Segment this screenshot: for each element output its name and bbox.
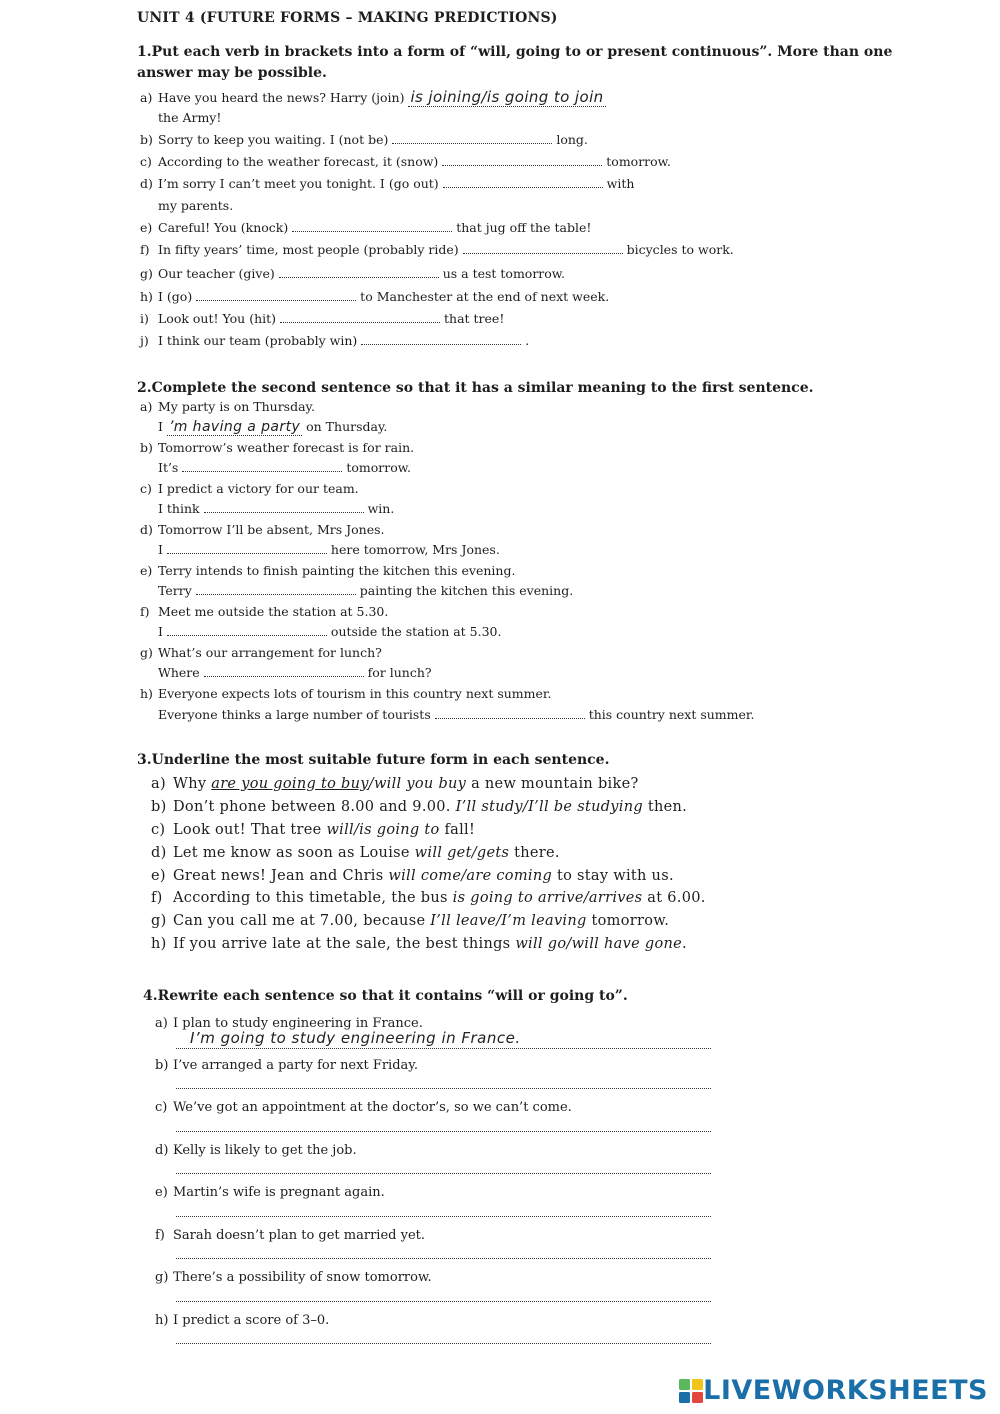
- ex3-option-d1[interactable]: will get: [414, 845, 472, 861]
- ex3-item-g: g) Can you call me at 7.00, because I’ll leave/I’m leaving tomorrow.: [151, 913, 670, 929]
- ex2-item-d-first: d) Tomorrow I’ll be absent, Mrs Jones.: [140, 522, 385, 537]
- ex3-option-d2[interactable]: gets: [476, 845, 510, 861]
- ex4-item-a: a) I plan to study engineering in France.: [155, 1016, 423, 1031]
- ex2-item-a-first: a) My party is on Thursday.: [140, 399, 315, 414]
- ex1-item-d: d) I’m sorry I can’t meet you tonight. I (go out) with: [140, 176, 635, 191]
- ex1-item-e: e) Careful! You (knock) that jug off the table!: [140, 220, 592, 235]
- ex1-heading-line1: 1.Put each verb in brackets into a form of “will, going to or present continuous”. More than one: [137, 44, 893, 60]
- ex3-item-f: f) According to this timetable, the bus is going to arrive/arrives at 6.00.: [151, 890, 706, 906]
- ex2-blank-d[interactable]: [167, 552, 327, 554]
- ex2-item-e-second: Terry painting the kitchen this evening.: [158, 583, 574, 598]
- ex1-blank-h[interactable]: [196, 299, 356, 301]
- ex2-blank-f[interactable]: [167, 634, 327, 636]
- ex3-option-b2[interactable]: I’ll be studying: [528, 799, 643, 815]
- ex3-option-b1[interactable]: I’ll study: [455, 799, 523, 815]
- ex2-heading: 2.Complete the second sentence so that it has a similar meaning to the first sentence.: [137, 380, 814, 396]
- ex3-item-a: a) Why are you going to buy/will you buy a new mountain bike?: [151, 776, 639, 792]
- ex3-option-e2[interactable]: are coming: [466, 868, 553, 884]
- ex2-item-a-second: I ’m having a party on Thursday.: [158, 419, 388, 435]
- ex4-item-e: e) Martin’s wife is pregnant again.: [155, 1185, 385, 1200]
- ex3-item-b: b) Don’t phone between 8.00 and 9.00. I’ll study/I’ll be studying then.: [151, 799, 688, 815]
- ex1-item-a-cont: the Army!: [158, 110, 222, 125]
- ex4-item-h: h) I predict a score of 3–0.: [155, 1313, 330, 1328]
- ex2-answer-a[interactable]: ’m having a party: [168, 419, 301, 435]
- ex2-item-h-second: Everyone thinks a large number of tourists this country next summer.: [158, 707, 755, 722]
- ex4-item-b: b) I’ve arranged a party for next Friday.: [155, 1058, 419, 1073]
- ex3-option-h1[interactable]: will go: [515, 936, 567, 952]
- ex2-item-g-second: Where for lunch?: [158, 665, 432, 680]
- ex2-item-h-first: h) Everyone expects lots of tourism in this country next summer.: [140, 686, 552, 701]
- ex1-item-f: f) In fifty years’ time, most people (probably ride) bicycles to work.: [140, 242, 734, 257]
- ex4-answer-line-g[interactable]: [176, 1301, 711, 1302]
- ex1-blank-e[interactable]: [292, 230, 452, 232]
- ex4-answer-line-b[interactable]: [176, 1088, 711, 1089]
- ex2-blank-c[interactable]: [204, 511, 364, 513]
- ex1-blank-j[interactable]: [361, 343, 521, 345]
- ex2-item-c-first: c) I predict a victory for our team.: [140, 481, 359, 496]
- ex1-item-g: g) Our teacher (give) us a test tomorrow.: [140, 266, 565, 281]
- ex3-item-h: h) If you arrive late at the sale, the best things will go/will have gone.: [151, 936, 687, 952]
- liveworksheets-logo[interactable]: [679, 1375, 988, 1406]
- ex4-answer-line-d[interactable]: [176, 1173, 711, 1174]
- ex4-item-c: c) We’ve got an appointment at the doctor’s, so we can’t come.: [155, 1100, 572, 1115]
- ex3-option-c2[interactable]: is going to: [359, 822, 440, 838]
- ex2-blank-g[interactable]: [204, 675, 364, 677]
- ex2-item-c-second: I think win.: [158, 501, 395, 516]
- ex3-item-d: d) Let me know as soon as Louise will get/gets there.: [151, 845, 560, 861]
- ex1-item-j: j) I think our team (probably win) .: [140, 333, 530, 348]
- ex2-item-f-first: f) Meet me outside the station at 5.30.: [140, 604, 389, 619]
- ex1-blank-b[interactable]: [392, 142, 552, 144]
- ex3-option-e1[interactable]: will come: [388, 868, 462, 884]
- ex3-option-g1[interactable]: I’ll leave: [430, 913, 497, 929]
- ex3-option-f1[interactable]: is going to arrive: [452, 890, 584, 906]
- ex3-item-c: c) Look out! That tree will/is going to fall!: [151, 822, 476, 838]
- ex1-item-h: h) I (go) to Manchester at the end of next week.: [140, 289, 610, 304]
- ex3-option-a1[interactable]: are you going to buy: [211, 776, 369, 792]
- ex2-blank-h[interactable]: [435, 717, 585, 719]
- ex1-item-c: c) According to the weather forecast, it (snow) tomorrow.: [140, 154, 671, 169]
- ex3-item-e: e) Great news! Jean and Chris will come/are coming to stay with us.: [151, 868, 674, 884]
- ex1-blank-d[interactable]: [443, 186, 603, 188]
- ex1-item-i: i) Look out! You (hit) that tree!: [140, 311, 505, 326]
- ex1-answer-a[interactable]: is joining/is going to join: [410, 88, 604, 106]
- ex2-blank-b[interactable]: [182, 470, 342, 472]
- ex1-blank-i[interactable]: [280, 321, 440, 323]
- ex2-item-f-second: I outside the station at 5.30.: [158, 624, 502, 639]
- ex4-answer-line-a[interactable]: [176, 1048, 711, 1049]
- ex3-option-h2[interactable]: will have gone: [571, 936, 682, 952]
- ex2-item-b-second: It’s tomorrow.: [158, 460, 411, 475]
- ex1-blank-g[interactable]: [279, 276, 439, 278]
- ex4-answer-line-h[interactable]: [176, 1343, 711, 1344]
- ex1-blank-c[interactable]: [442, 164, 602, 166]
- ex4-item-f: f) Sarah doesn’t plan to get married yet.: [155, 1228, 425, 1243]
- ex3-option-c1[interactable]: will: [326, 822, 354, 838]
- ex4-answer-a[interactable]: I’m going to study engineering in France.: [190, 1029, 521, 1047]
- ex3-option-g2[interactable]: I’m leaving: [501, 913, 587, 929]
- ex2-blank-e[interactable]: [196, 593, 356, 595]
- ex1-item-d-cont: my parents.: [158, 198, 234, 213]
- ex1-blank-f[interactable]: [463, 252, 623, 254]
- ex2-item-b-first: b) Tomorrow’s weather forecast is for rain.: [140, 440, 415, 455]
- ex3-heading: 3.Underline the most suitable future form in each sentence.: [137, 752, 610, 768]
- logo-text: LIVEWORKSHEETS: [703, 1375, 988, 1406]
- ex3-option-f2[interactable]: arrives: [588, 890, 643, 906]
- ex4-answer-line-c[interactable]: [176, 1131, 711, 1132]
- ex1-heading-line2: answer may be possible.: [137, 65, 327, 81]
- ex1-item-a: a) Have you heard the news? Harry (join) is joining/is going to join: [140, 88, 604, 106]
- ex1-item-b: b) Sorry to keep you waiting. I (not be) long.: [140, 132, 588, 147]
- ex4-heading: 4.Rewrite each sentence so that it contains “will or going to”.: [143, 988, 628, 1004]
- ex4-item-d: d) Kelly is likely to get the job.: [155, 1143, 357, 1158]
- ex2-item-e-first: e) Terry intends to finish painting the kitchen this evening.: [140, 563, 516, 578]
- page-title: UNIT 4 (FUTURE FORMS – MAKING PREDICTIONS): [137, 10, 558, 26]
- ex4-answer-line-f[interactable]: [176, 1258, 711, 1259]
- ex3-option-a2[interactable]: will you buy: [373, 776, 467, 792]
- ex4-answer-line-e[interactable]: [176, 1216, 711, 1217]
- ex2-item-g-first: g) What’s our arrangement for lunch?: [140, 645, 382, 660]
- ex4-item-g: g) There’s a possibility of snow tomorrow.: [155, 1270, 432, 1285]
- liveworksheets-logo-icon: [679, 1379, 703, 1403]
- ex2-item-d-second: I here tomorrow, Mrs Jones.: [158, 542, 500, 557]
